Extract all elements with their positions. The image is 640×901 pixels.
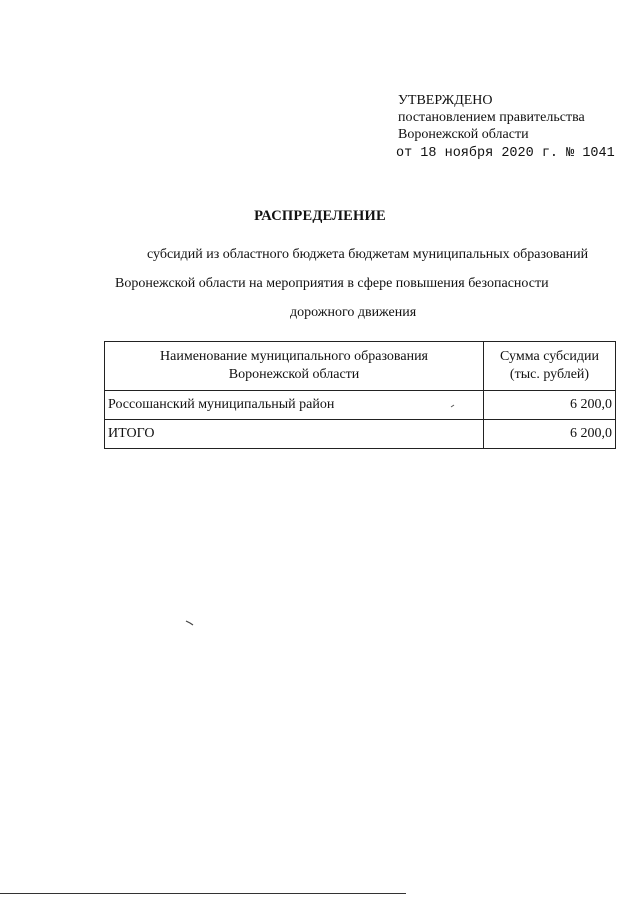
approval-heading: УТВЕРЖДЕНО bbox=[398, 93, 493, 108]
ink-speck bbox=[450, 404, 456, 408]
header-municipality-line-1: Наименование муниципального образования bbox=[160, 349, 428, 364]
table-row bbox=[105, 391, 616, 420]
table-header-row bbox=[105, 342, 616, 391]
header-amount-line-2: (тыс. рублей) bbox=[509, 367, 590, 382]
subtitle-line-2: Воронежской области на мероприятия в сфере повышения безопасности bbox=[115, 276, 549, 291]
table-total-row bbox=[105, 420, 616, 449]
approval-stamp bbox=[398, 92, 615, 162]
header-municipality bbox=[105, 342, 484, 391]
total-label: ИТОГО bbox=[105, 420, 484, 449]
row-municipality-name: Россошанский муниципальный район bbox=[105, 391, 484, 420]
page-bottom-rule bbox=[0, 893, 406, 894]
header-subsidy-amount bbox=[484, 342, 616, 391]
total-amount: 6 200,0 bbox=[484, 420, 616, 449]
subtitle-line-1: субсидий из областного бюджета бюджетам муниципальных образований bbox=[147, 247, 589, 262]
approval-authority: постановлением правительства bbox=[398, 110, 585, 125]
subsidy-table bbox=[104, 341, 616, 449]
document-subtitle bbox=[100, 240, 640, 327]
document-title: РАСПРЕДЕЛЕНИЕ bbox=[254, 208, 386, 224]
header-amount-line-1: Сумма субсидии bbox=[500, 349, 599, 364]
approval-date: от 18 ноября 2020 г. № 1041 bbox=[396, 146, 615, 161]
approval-region: Воронежской области bbox=[398, 127, 529, 142]
ink-speck bbox=[185, 620, 195, 626]
subtitle-line-3: дорожного движения bbox=[290, 305, 417, 320]
row-amount: 6 200,0 bbox=[484, 391, 616, 420]
header-municipality-line-2: Воронежской области bbox=[228, 367, 360, 382]
